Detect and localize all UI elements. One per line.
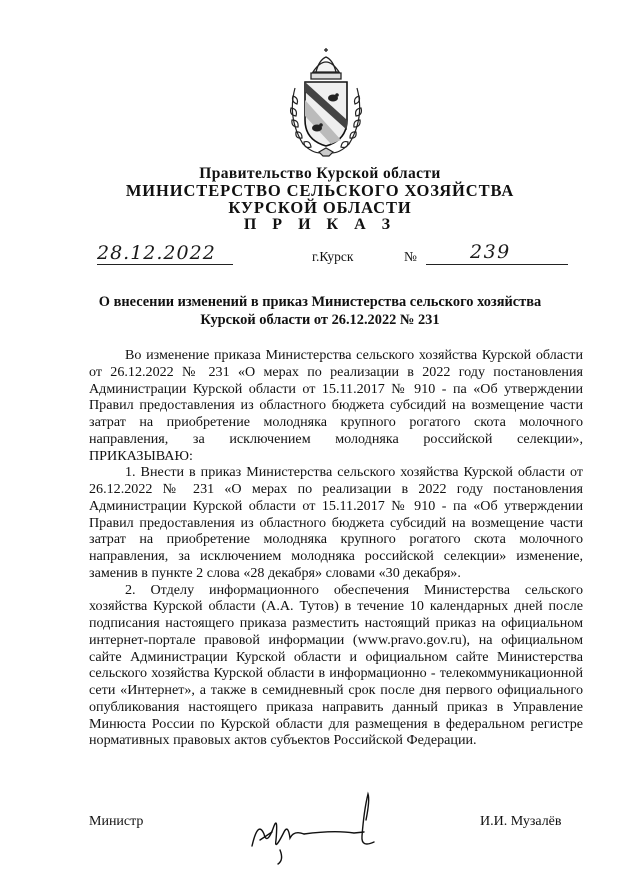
city-label: г.Курск [312,249,354,264]
item-2-paragraph: 2. Отделу информационного обеспечения Министерства сельского хозяйства Курской области (А.А. Тутов) в течение 10 календарных дней после подписания настоящего приказа разместить настоящий приказ на официальном интернет-портале правовой информации (www.pravo.gov.ru), на официальном сайте Администрации Курской области и официальном сайте Министерства сельского хозяйства Курской области в информационно - телекоммуникационной сети «Интернет», а также в семидневный срок после дня первого официального опубликования настоящего приказа направить данный приказ в Управление Минюста России по Курской области для размещения в федеральном регистре нормативных правовых актов субъектов Российской Федерации. [89,581,583,749]
number-underline [426,264,568,265]
subject-line1: О внесении изменений в приказ Министерства сельского хозяйства [98,294,542,310]
signatory-position: Министр [89,814,144,829]
signatory-name: И.И. Музалёв [480,814,562,829]
order-number: 239 [470,241,511,263]
document-type: П Р И К А З [243,216,397,233]
signature-icon [244,790,394,868]
item-1-paragraph: 1. Внести в приказ Министерства сельского хозяйства Курской области от 26.12.2022 № 231 «О мерах по реализации в 2022 году постановления Администрации Курской области от 15.11.2017 № 910 - па «Об утверждении Правил предоставления из областного бюджета субсидий на возмещение части затрат на приобретение молодняка крупного рогатого скота молочного направления, за исключением молодняка российской селекции» изменение, заменив в пункте 2 слова «28 декабря» словами «30 декабря». [89,464,583,581]
coat-of-arms-icon [283,48,369,160]
subject-line2: Курской области от 26.12.2022 № 231 [200,312,440,328]
number-label: № [404,249,417,264]
intro-paragraph: Во изменение приказа Министерства сельского хозяйства Курской области от 26.12.2022 № 231 «О мерах по реализации в 2022 году постановления Администрации Курской области от 15.11.2017 № 910 - па «Об утверждении Правил предоставления из областного бюджета субсидий на возмещение части затрат на приобретение молодняка крупного рогатого скота молочного направления, за исключением молодняка российской селекции», ПРИКАЗЫВАЮ: [89,347,583,464]
government-title: Правительство Курской области [199,165,441,182]
order-body [89,347,583,749]
date-underline [97,264,233,265]
ministry-title-line2: КУРСКОЙ ОБЛАСТИ [228,198,412,217]
ministry-title-line1: МИНИСТЕРСТВО СЕЛЬСКОГО ХОЗЯЙСТВА [125,181,515,200]
order-date: 28.12.2022 [97,242,216,264]
